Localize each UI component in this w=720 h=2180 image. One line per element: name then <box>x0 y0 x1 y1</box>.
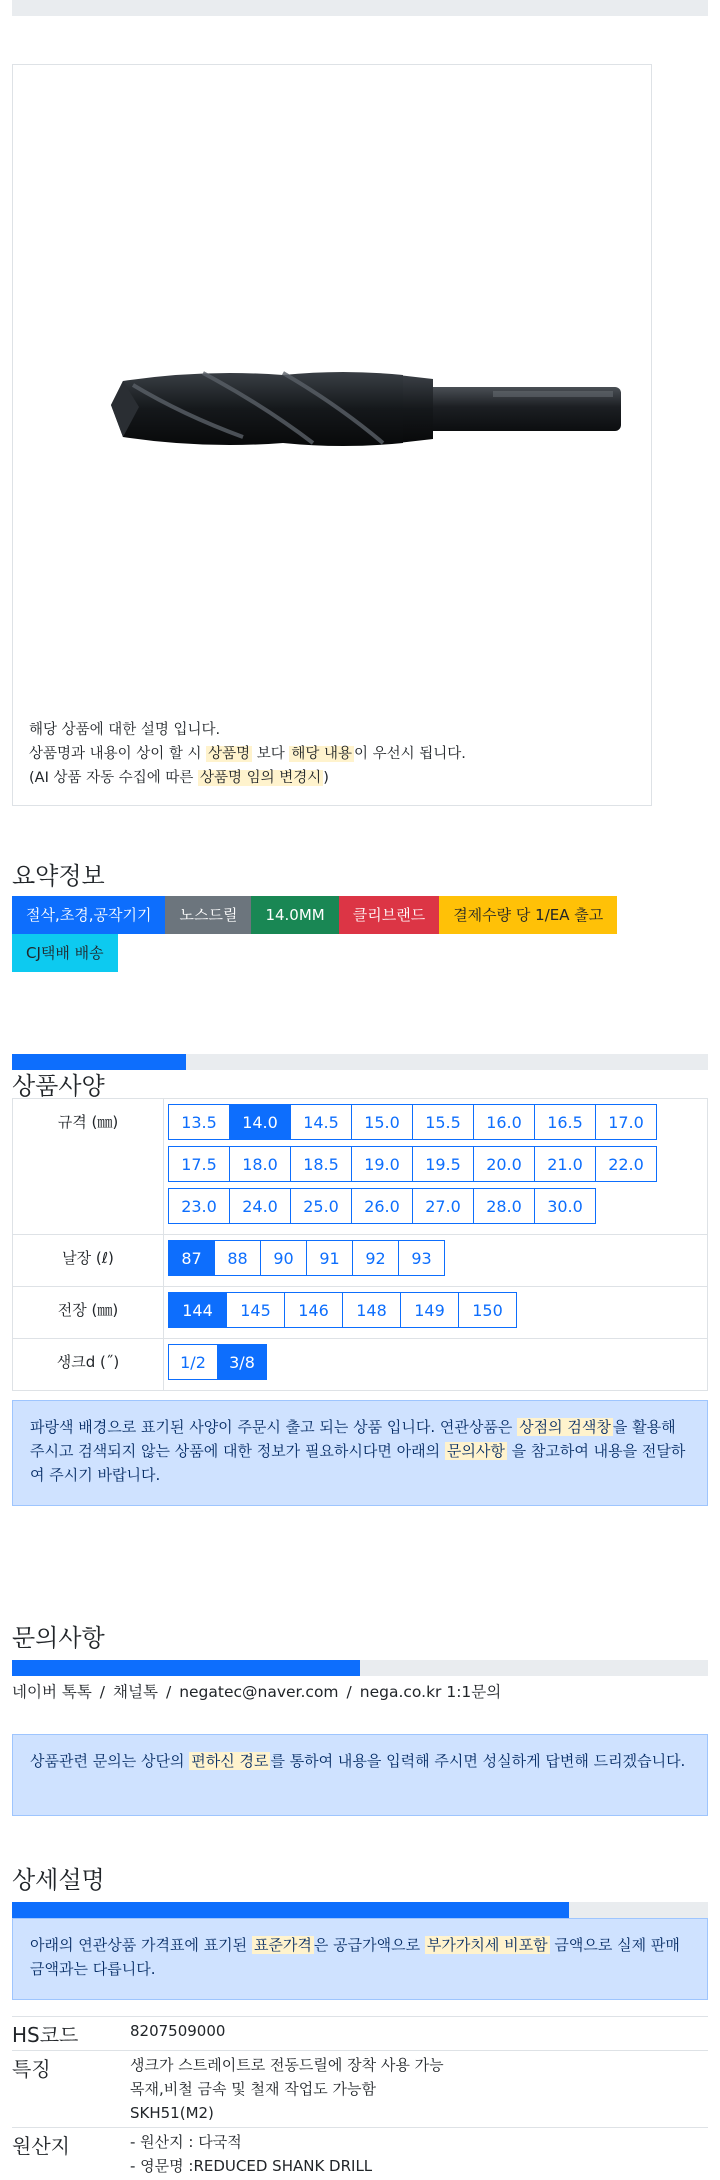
spec-option-button[interactable]: 16.0 <box>473 1104 535 1140</box>
spec-option-button[interactable]: 144 <box>168 1292 227 1328</box>
spec-option-button[interactable]: 3/8 <box>217 1344 267 1380</box>
inquiry-link[interactable]: negatec@naver.com <box>179 1683 338 1701</box>
spec-option-button[interactable]: 13.5 <box>168 1104 230 1140</box>
detail-row <box>12 2051 708 2128</box>
highlight-text: 표준가격 <box>252 1936 314 1954</box>
spec-label: 규격 (㎜) <box>13 1099 164 1235</box>
spec-row <box>13 1099 708 1235</box>
summary-badges <box>12 896 652 972</box>
spec-option-button[interactable]: 23.0 <box>168 1188 230 1224</box>
desc-line-2 <box>29 742 466 766</box>
summary-badge: 결제수량 당 1/EA 출고 <box>439 896 617 934</box>
detail-row <box>12 2128 708 2180</box>
notice-text: 은 공급가액으로 <box>314 1936 425 1954</box>
summary-badge: 14.0MM <box>251 896 338 934</box>
spec-option-button[interactable]: 90 <box>260 1240 307 1276</box>
spec-table <box>12 1098 708 1391</box>
highlight-text: 편하신 경로 <box>189 1752 270 1770</box>
notice-text: 아래의 연관상품 가격표에 표기된 <box>30 1936 252 1954</box>
spec-option-button[interactable]: 28.0 <box>473 1188 535 1224</box>
detail-value-line: 8207509000 <box>130 2019 708 2043</box>
spec-option-button[interactable]: 14.0 <box>229 1104 291 1140</box>
highlight-text: 부가가치세 비포함 <box>425 1936 550 1954</box>
spec-label: 생크d (˝) <box>13 1339 164 1391</box>
desc-text: 보다 <box>252 746 289 762</box>
link-separator: / <box>100 1683 105 1701</box>
spec-option-button[interactable]: 16.5 <box>534 1104 596 1140</box>
spec-row <box>13 1235 708 1287</box>
detail-notice <box>12 1918 708 2000</box>
spec-row <box>13 1287 708 1339</box>
summary-badge: 노스드릴 <box>165 896 251 934</box>
highlight-text: 문의사항 <box>445 1442 507 1460</box>
inquiry-link[interactable]: 채널톡 <box>113 1683 158 1701</box>
spec-options <box>164 1099 707 1234</box>
detail-info-table <box>12 2016 708 2180</box>
spec-label: 날장 (ℓ) <box>13 1235 164 1287</box>
spec-option-button[interactable]: 27.0 <box>412 1188 474 1224</box>
spec-option-button[interactable]: 92 <box>352 1240 399 1276</box>
detail-value-line: 생크가 스트레이트로 전동드릴에 장착 사용 가능 <box>130 2053 708 2077</box>
summary-badge: 클리브랜드 <box>339 896 439 934</box>
detail-title: 상세설명 <box>12 1860 105 1895</box>
desc-text: 이 우선시 됩니다. <box>354 746 466 762</box>
spec-option-button[interactable]: 149 <box>400 1292 459 1328</box>
spec-options <box>164 1235 707 1286</box>
spec-option-button[interactable]: 25.0 <box>290 1188 352 1224</box>
spec-option-button[interactable]: 19.0 <box>351 1146 413 1182</box>
desc-text: ) <box>323 770 329 786</box>
highlight-text: 상품명 <box>206 746 252 762</box>
spec-option-button[interactable]: 20.0 <box>473 1146 535 1182</box>
inquiry-title: 문의사항 <box>12 1618 105 1653</box>
inquiry-link[interactable]: nega.co.kr 1:1문의 <box>360 1683 501 1701</box>
notice-text: 파랑색 배경으로 표기된 사양이 주문시 출고 되는 상품 입니다. 연관상품은 <box>30 1418 517 1436</box>
spec-row <box>13 1339 708 1391</box>
spec-option-button[interactable]: 22.0 <box>595 1146 657 1182</box>
detail-value-line: 목재,비철 금속 및 철재 작업도 가능함 <box>130 2077 708 2101</box>
product-description <box>29 718 466 790</box>
spec-option-button[interactable]: 88 <box>214 1240 261 1276</box>
desc-text: (AI 상품 자동 수집에 따른 <box>29 770 198 786</box>
top-divider <box>12 0 708 16</box>
spec-option-button[interactable]: 145 <box>226 1292 285 1328</box>
drill-bit-image <box>93 345 633 465</box>
spec-option-button[interactable]: 146 <box>284 1292 343 1328</box>
spec-option-button[interactable]: 26.0 <box>351 1188 413 1224</box>
spec-options <box>164 1287 707 1338</box>
notice-text: 를 통하여 내용을 입력해 주시면 성실하게 답변해 드리겠습니다. <box>270 1752 685 1770</box>
spec-option-button[interactable]: 18.0 <box>229 1146 291 1182</box>
detail-value <box>130 2017 708 2051</box>
link-separator: / <box>347 1683 352 1701</box>
inquiry-notice <box>12 1734 708 1816</box>
inquiry-progress-fill <box>12 1660 360 1676</box>
spec-notice <box>12 1400 708 1506</box>
highlight-text: 상점의 검색창 <box>517 1418 613 1436</box>
spec-option-button[interactable]: 93 <box>398 1240 445 1276</box>
link-separator: / <box>166 1683 171 1701</box>
spec-option-button[interactable]: 30.0 <box>534 1188 596 1224</box>
highlight-text: 해당 내용 <box>289 746 354 762</box>
notice-text: 금액으로 실제 판매금액과는 다릅니다. <box>30 1936 680 1978</box>
spec-option-button[interactable]: 17.5 <box>168 1146 230 1182</box>
spec-option-button[interactable]: 24.0 <box>229 1188 291 1224</box>
notice-text: 을 활용해 주시고 검색되지 않는 상품에 대한 정보가 필요하시다면 아래의 <box>30 1418 676 1460</box>
detail-value-line: - 원산지 : 다국적 <box>130 2130 708 2154</box>
spec-option-button[interactable]: 21.0 <box>534 1146 596 1182</box>
summary-title: 요약정보 <box>12 856 105 891</box>
desc-line-1: 해당 상품에 대한 설명 입니다. <box>29 718 466 742</box>
notice-text: 상품관련 문의는 상단의 <box>30 1752 189 1770</box>
detail-value <box>130 2128 708 2180</box>
inquiry-link[interactable]: 네이버 톡톡 <box>12 1683 92 1701</box>
spec-progress-bar <box>12 1054 708 1070</box>
spec-options-cell <box>164 1099 708 1235</box>
spec-option-button[interactable]: 15.0 <box>351 1104 413 1140</box>
spec-title: 상품사양 <box>12 1066 105 1101</box>
spec-option-button[interactable]: 19.5 <box>412 1146 474 1182</box>
detail-key: HS코드 <box>12 2017 130 2051</box>
summary-badge: 절삭,초경,공작기기 <box>12 896 165 934</box>
detail-progress-bar <box>12 1902 708 1918</box>
spec-option-button[interactable]: 17.0 <box>595 1104 657 1140</box>
spec-option-button[interactable]: 91 <box>306 1240 353 1276</box>
spec-option-button[interactable]: 15.5 <box>412 1104 474 1140</box>
spec-option-button[interactable]: 1/2 <box>168 1344 218 1380</box>
spec-options-cell <box>164 1287 708 1339</box>
spec-option-button[interactable]: 87 <box>168 1240 215 1276</box>
detail-value <box>130 2051 708 2128</box>
inquiry-links <box>12 1680 501 1702</box>
inquiry-progress-bar <box>12 1660 708 1676</box>
spec-label: 전장 (㎜) <box>13 1287 164 1339</box>
spec-option-button[interactable]: 150 <box>458 1292 517 1328</box>
detail-row <box>12 2017 708 2051</box>
desc-text: 상품명과 내용이 상이 할 시 <box>29 746 206 762</box>
spec-option-button[interactable]: 148 <box>342 1292 401 1328</box>
spec-option-button[interactable]: 18.5 <box>290 1146 352 1182</box>
spec-options-cell <box>164 1235 708 1287</box>
detail-key: 특징 <box>12 2051 130 2128</box>
detail-value-line: SKH51(M2) <box>130 2101 708 2125</box>
detail-key: 원산지 <box>12 2128 130 2180</box>
detail-progress-fill <box>12 1902 569 1918</box>
spec-options <box>164 1339 707 1390</box>
summary-badge: CJ택배 배송 <box>12 934 118 972</box>
spec-option-button[interactable]: 14.5 <box>290 1104 352 1140</box>
desc-line-3 <box>29 766 466 790</box>
highlight-text: 상품명 임의 변경시 <box>198 770 323 786</box>
product-image-panel <box>12 64 652 806</box>
spec-options-cell <box>164 1339 708 1391</box>
detail-value-line: - 영문명 :REDUCED SHANK DRILL <box>130 2154 708 2178</box>
notice-text: 을 참고하여 내용을 전달하여 주시기 바랍니다. <box>30 1442 685 1484</box>
